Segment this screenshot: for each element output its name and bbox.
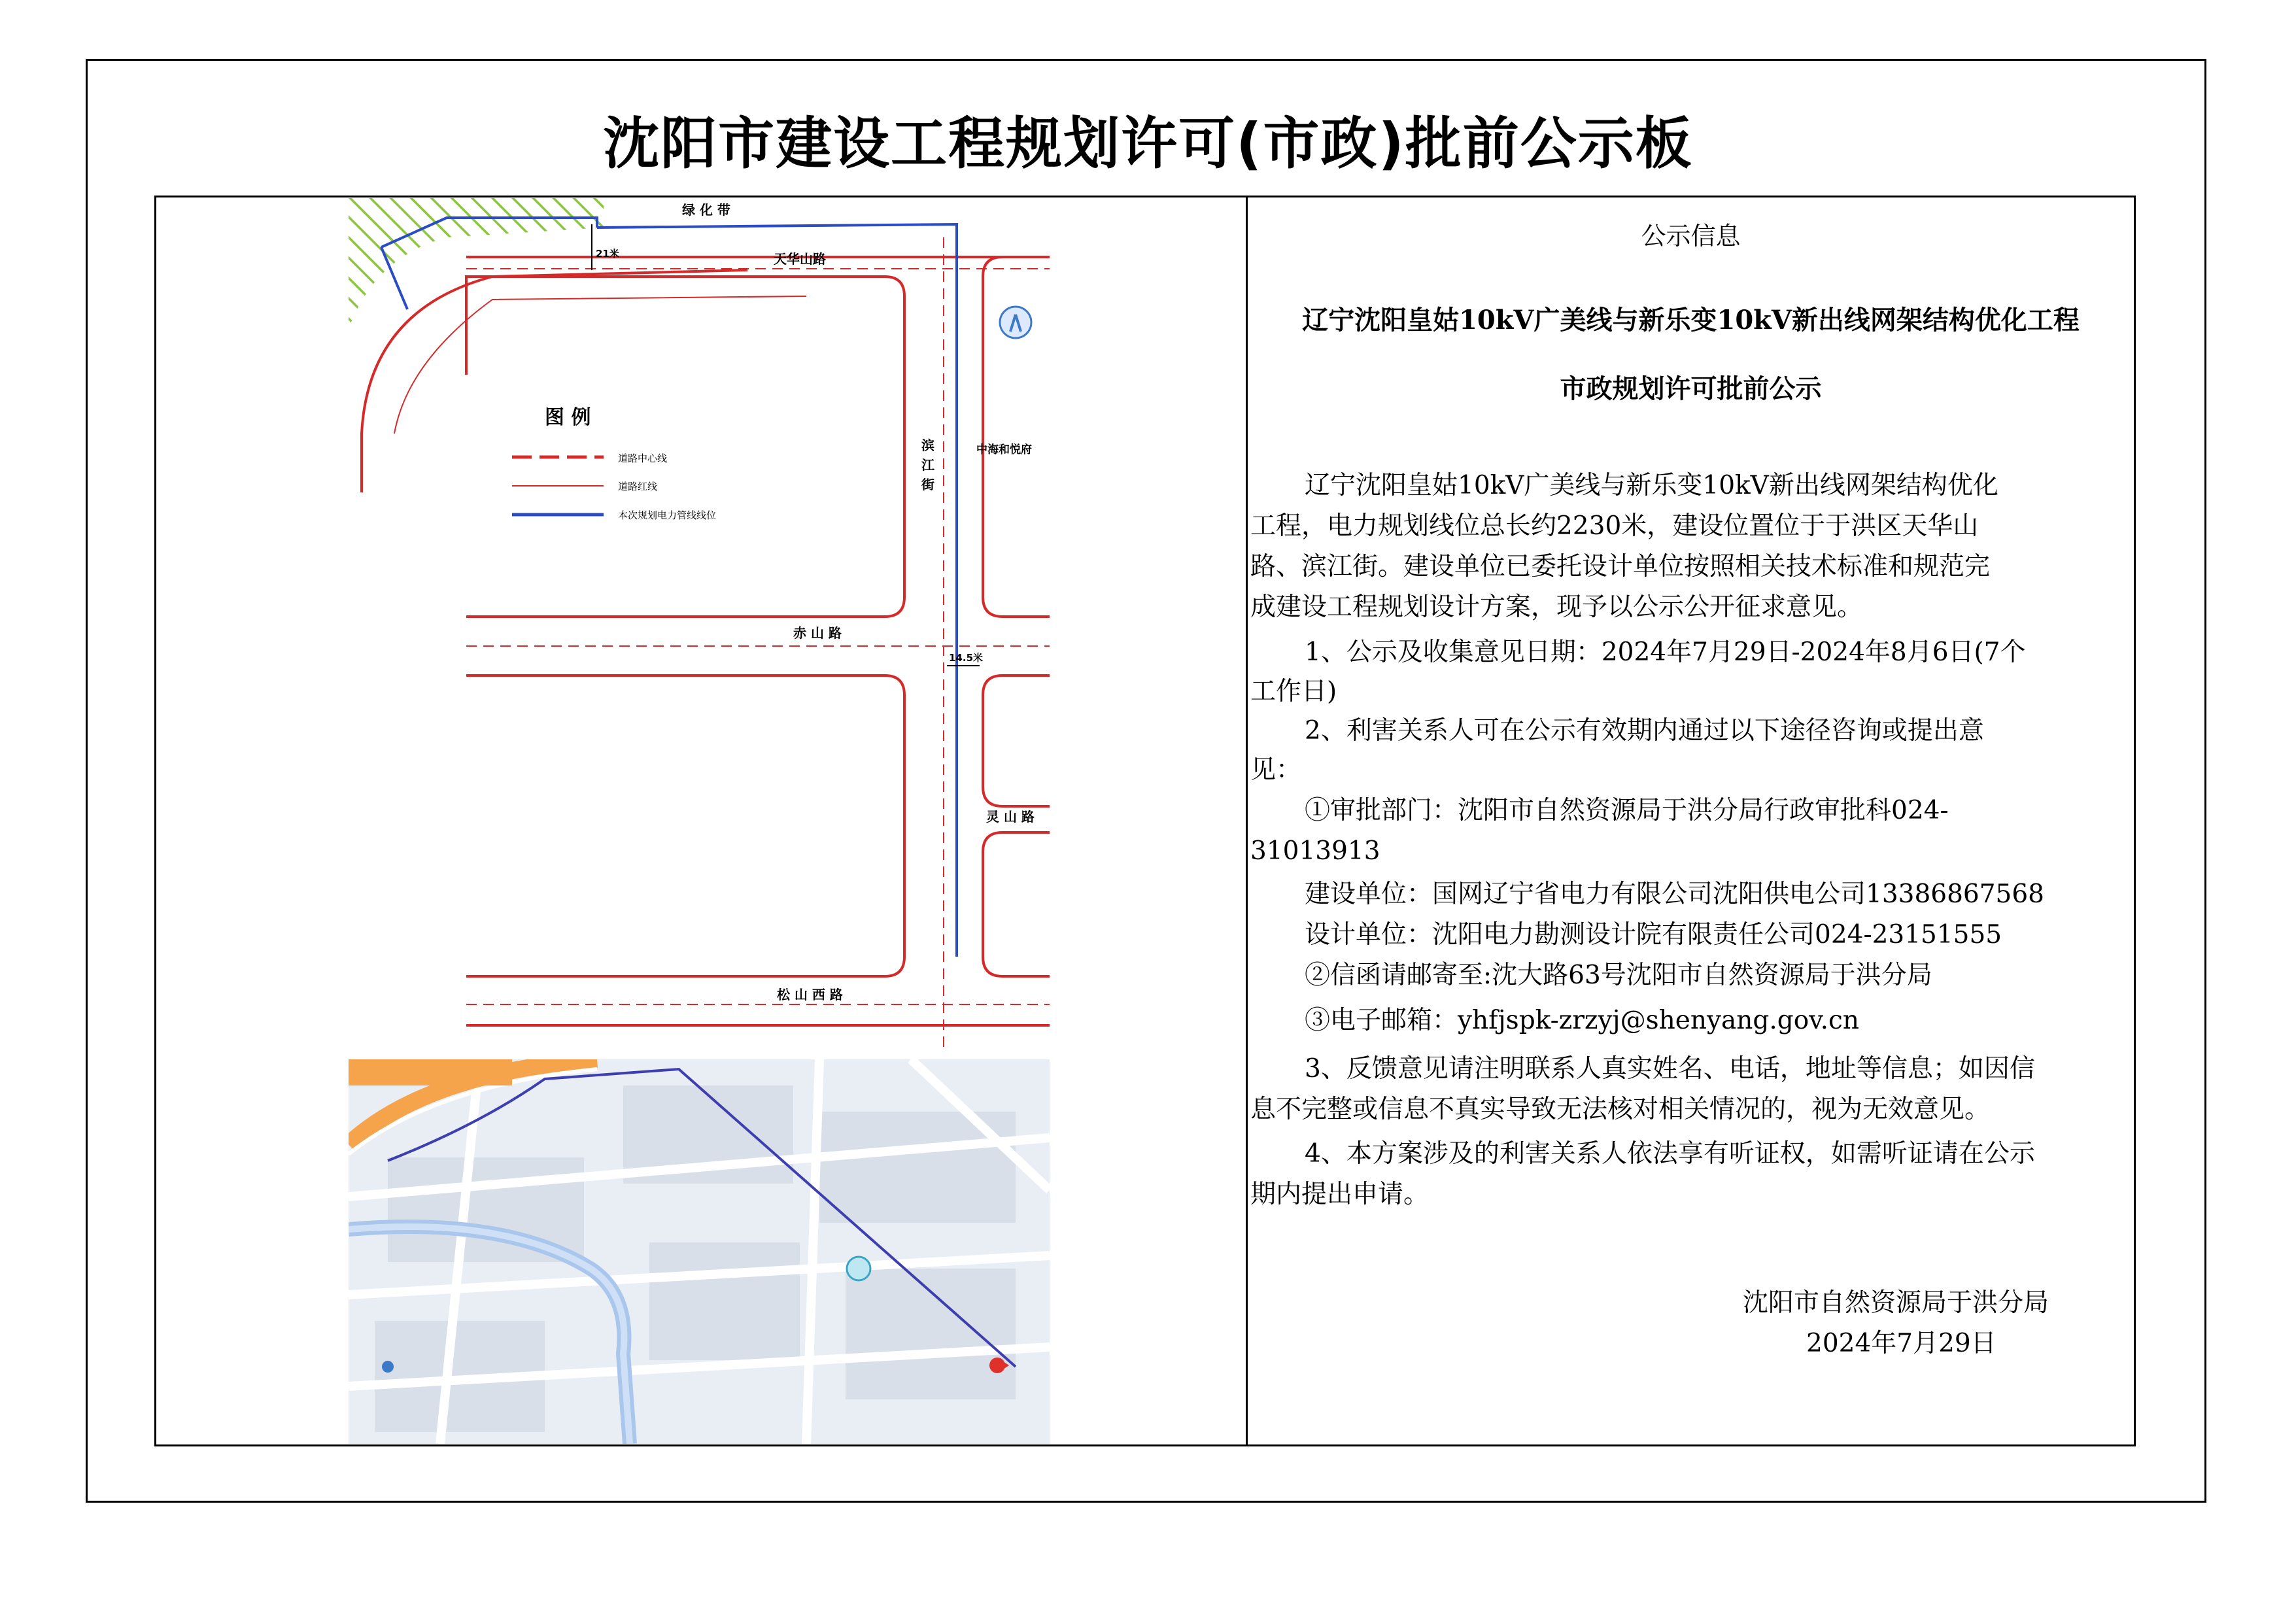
notice-line: 辽宁沈阳皇姑10kV广美线与新乐变10kV新出线网架结构优化 — [1305, 471, 1998, 500]
label-binjiang-1: 滨 — [921, 437, 934, 453]
legend-item-centerline: 道路中心线 — [618, 453, 668, 464]
project-title: 辽宁沈阳皇姑10kV广美线与新乐变10kV新出线网架结构优化工程 — [1302, 305, 2080, 335]
notice-line: 路、滨江街。建设单位已委托设计单位按照相关技术标准和规范完 — [1250, 552, 1991, 581]
notice-line: 1、公示及收集意见日期：2024年7月29日-2024年8月6日(7个 — [1305, 638, 2026, 667]
legend-item-powerline: 本次规划电力管线线位 — [618, 509, 717, 521]
label-binjiang-3: 街 — [921, 477, 934, 492]
curved-road-line — [362, 270, 747, 492]
notice-line: 息不完整或信息不真实导致无法核对相关情况的，视为无效意见。 — [1250, 1095, 1991, 1124]
page-title: 沈阳市建设工程规划许可(市政)批前公示板 — [603, 111, 1693, 177]
label-tianhuashan-road: 天华山路 — [774, 251, 826, 267]
notice-line: 工程，电力规划线位总长约2230米，建设位置位于于洪区天华山 — [1250, 511, 1979, 541]
notice-line: 设计单位：沈阳电力勘测设计院有限责任公司024-23151555 — [1305, 920, 2002, 949]
notice-line: 见： — [1250, 755, 1302, 785]
notice-line: 3、反馈意见请注明联系人真实姓名、电话，地址等信息；如因信 — [1305, 1054, 2035, 1084]
notice-line: 31013913 — [1250, 836, 1380, 866]
poi-marker-icon — [847, 1257, 870, 1280]
notice-line: 工作日) — [1250, 677, 1337, 706]
notice-line: 4、本方案涉及的利害关系人依法享有听证权，如需听证请在公示 — [1305, 1139, 2035, 1169]
residential-marker-icon — [1000, 307, 1031, 338]
label-chishan-road: 赤 山 路 — [793, 625, 842, 641]
notice-line: ②信函请邮寄至:沈大路63号沈阳市自然资源局于洪分局 — [1305, 961, 1932, 990]
location-map — [349, 1059, 1050, 1444]
notice-line: 建设单位：国网辽宁省电力有限公司沈阳供电公司13386867568 — [1305, 880, 2044, 909]
label-lingshan-road: 灵 山 路 — [986, 809, 1035, 825]
label-dim-14: 14.5米 — [949, 652, 984, 664]
notice-line: 成建设工程规划设计方案，现予以公示公开征求意见。 — [1250, 592, 1863, 622]
signature-date: 2024年7月29日 — [1806, 1329, 1996, 1358]
label-songshan-road: 松 山 西 路 — [777, 987, 843, 1002]
label-zhonghai: 中海和悦府 — [976, 443, 1032, 456]
legend-item-redline: 道路红线 — [618, 481, 658, 492]
label-binjiang-2: 江 — [921, 457, 934, 473]
section-heading: 公示信息 — [1641, 222, 1741, 250]
label-dim-21: 21米 — [596, 248, 619, 260]
route-plan-drawing — [349, 198, 1050, 1053]
block-outline — [466, 277, 904, 617]
notice-line: ③电子邮箱：yhfjspk-zrzyj@shenyang.gov.cn — [1305, 1006, 1859, 1035]
label-green-belt: 绿 化 带 — [682, 202, 730, 218]
project-subtitle: 市政规划许可批前公示 — [1560, 373, 1822, 404]
notice-line: 期内提出申请。 — [1250, 1180, 1430, 1209]
poi-marker-icon — [382, 1361, 394, 1373]
signature-org: 沈阳市自然资源局于洪分局 — [1743, 1288, 2049, 1318]
notice-line: 2、利害关系人可在公示有效期内通过以下途径咨询或提出意 — [1305, 716, 1984, 745]
notice-line: ①审批部门：沈阳市自然资源局于洪分局行政审批科024- — [1305, 796, 1949, 825]
legend-title: 图 例 — [545, 406, 591, 429]
